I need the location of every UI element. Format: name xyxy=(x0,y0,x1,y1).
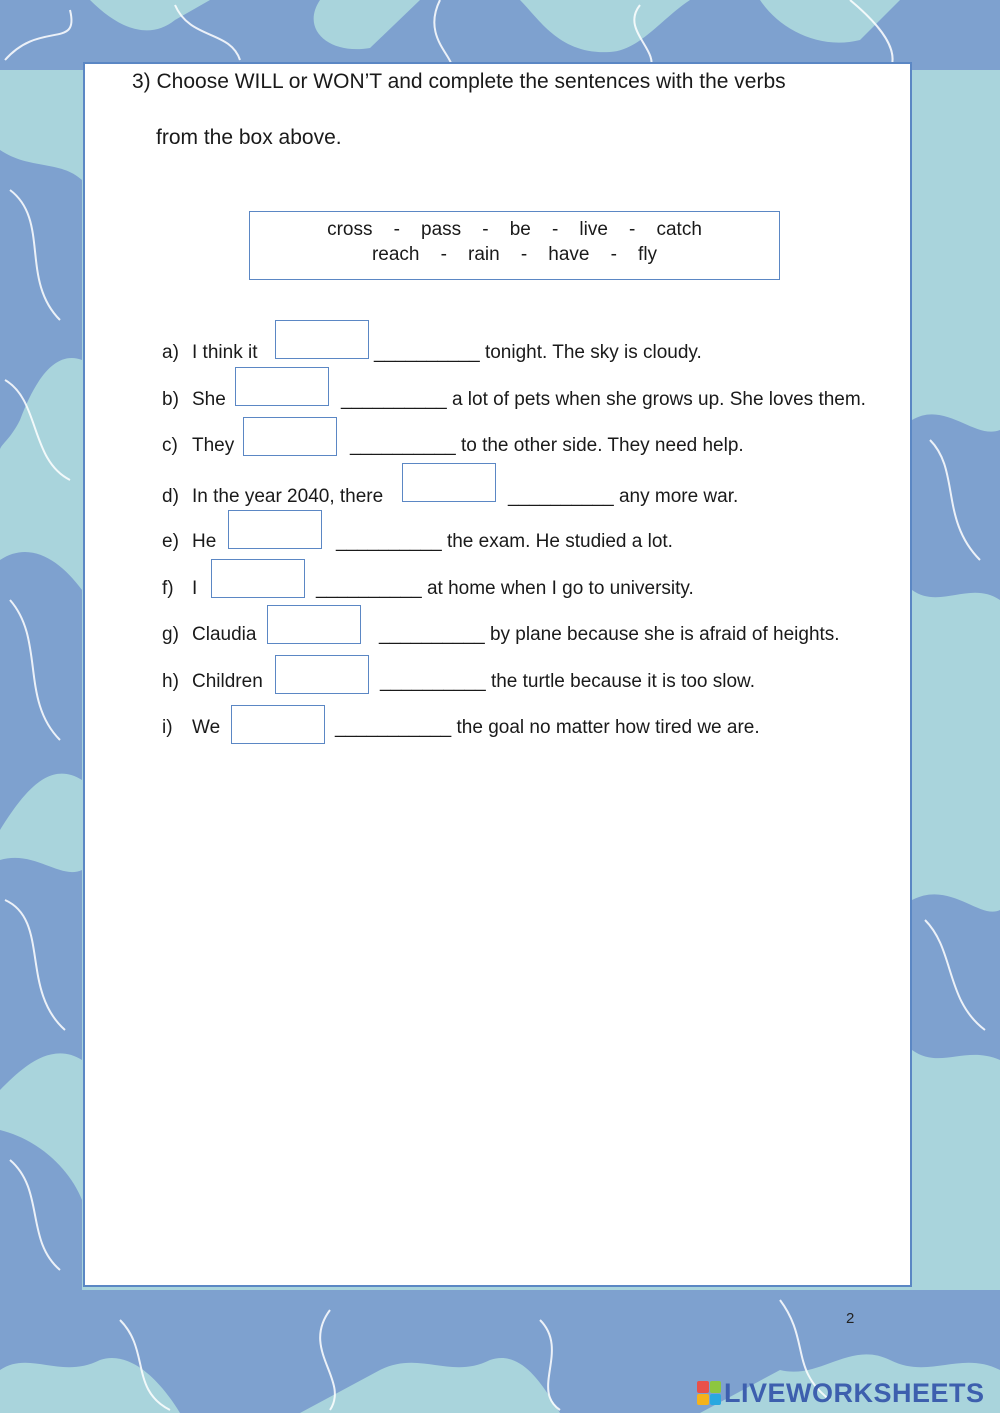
item-e-prompt: He xyxy=(192,531,217,552)
item-g-letter: g) xyxy=(162,624,179,645)
word-box xyxy=(249,211,780,280)
item-g-completion: __________ by plane because she is afraid of heights. xyxy=(379,624,840,645)
logo-square-yellow xyxy=(697,1394,709,1406)
item-a-letter: a) xyxy=(162,342,179,363)
item-i-letter: i) xyxy=(162,717,173,738)
item-i-completion: ___________ the goal no matter how tired we are. xyxy=(335,717,760,738)
item-i-prompt: We xyxy=(192,717,221,738)
item-g-prompt: Claudia xyxy=(192,624,257,645)
item-f-prompt: I xyxy=(192,578,198,599)
item-d-answer-input[interactable] xyxy=(402,463,496,502)
item-d-completion: __________ any more war. xyxy=(508,486,739,507)
logo-square-blue xyxy=(710,1394,722,1406)
item-e-completion: __________ the exam. He studied a lot. xyxy=(336,531,673,552)
logo-square-red xyxy=(697,1381,709,1393)
item-f-answer-input[interactable] xyxy=(211,559,305,598)
item-b-prompt: She xyxy=(192,389,226,410)
item-d-prompt: In the year 2040, there xyxy=(192,486,384,507)
liveworksheets-logo[interactable] xyxy=(697,1377,985,1409)
item-c-answer-input[interactable] xyxy=(243,417,337,456)
item-b-completion: __________ a lot of pets when she grows up. She loves them. xyxy=(341,389,866,410)
item-a-prompt: I think it xyxy=(192,342,258,363)
liveworksheets-logo-text: LIVEWORKSHEETS xyxy=(724,1377,985,1408)
item-i-answer-input[interactable] xyxy=(231,705,325,744)
logo-square-green xyxy=(710,1381,722,1393)
word-box-row-1: cross - pass - be - live - catch xyxy=(327,219,702,240)
item-e-answer-input[interactable] xyxy=(228,510,322,549)
word-box-row-2: reach - rain - have - fly xyxy=(371,244,658,265)
item-b-letter: b) xyxy=(162,389,179,410)
item-h-prompt: Children xyxy=(192,671,263,692)
item-g-answer-input[interactable] xyxy=(267,605,361,644)
item-f-letter: f) xyxy=(162,578,174,599)
item-f-completion: __________ at home when I go to university. xyxy=(316,578,694,599)
item-c-prompt: They xyxy=(192,435,235,456)
page-number: 2 xyxy=(846,1310,855,1327)
liveworksheets-logo-icon xyxy=(697,1381,721,1405)
item-a-answer-input[interactable] xyxy=(275,320,369,359)
item-a-completion: __________ tonight. The sky is cloudy. xyxy=(374,342,702,363)
item-h-answer-input[interactable] xyxy=(275,655,369,694)
item-h-completion: __________ the turtle because it is too slow. xyxy=(380,671,755,692)
item-c-completion: __________ to the other side. They need help. xyxy=(350,435,744,456)
instruction-line-2: from the box above. xyxy=(156,126,342,149)
item-b-answer-input[interactable] xyxy=(235,367,329,406)
instruction-line-1: 3) Choose WILL or WON’T and complete the sentences with the verbs xyxy=(132,70,786,93)
item-e-letter: e) xyxy=(162,531,179,552)
item-h-letter: h) xyxy=(162,671,179,692)
item-c-letter: c) xyxy=(162,435,178,456)
item-d-letter: d) xyxy=(162,486,179,507)
